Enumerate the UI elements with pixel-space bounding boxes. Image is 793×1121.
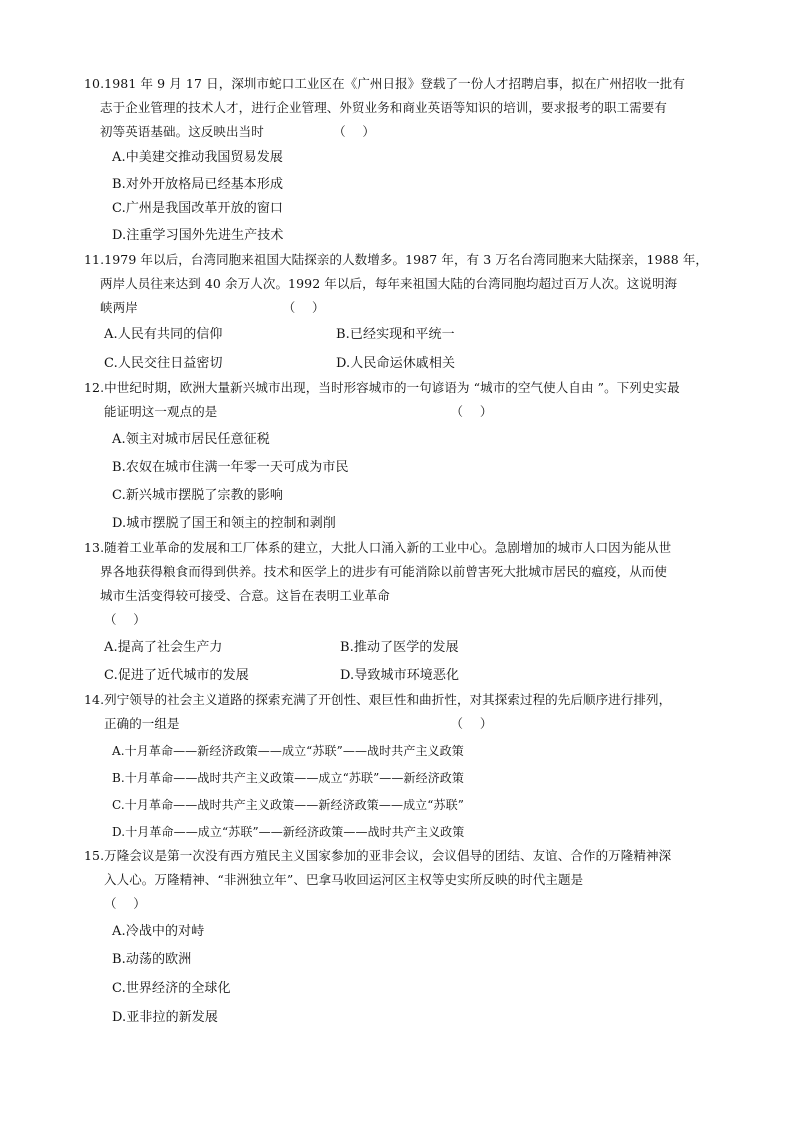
- question-text-line: 峡两岸 （ ）: [100, 300, 325, 315]
- question-text-line: 11.1979 年以后，台湾同胞来祖国大陆探亲的人数增多。1987 年，有 3 万名台湾同胞来大陆探亲，1988 年，: [84, 252, 709, 267]
- answer-option-c: C.新兴城市摆脱了宗教的影响: [112, 488, 284, 503]
- question-text-line: 13.随着工业革命的发展和工厂体系的建立，大批人口涌入新的工业中心。急剧增加的城市人口因为能从世: [84, 540, 672, 555]
- question-text-line: 初等英语基础。这反映出当时 （ ）: [100, 124, 376, 139]
- answer-option-a: A.十月革命——新经济政策——成立“苏联”——战时共产主义政策: [112, 744, 464, 758]
- question-text-line: 两岸人员往来达到 40 余万人次。1992 年以后，每年来祖国大陆的台湾同胞均超过百万人次。这说明海: [100, 276, 678, 291]
- question-text-line: 15.万隆会议是第一次没有西方殖民主义国家参加的亚非会议，会议倡导的团结、友谊、合作的万隆精神深: [84, 848, 672, 863]
- answer-option-a: A.中美建交推动我国贸易发展: [112, 150, 283, 165]
- answer-option-b: B.对外开放格局已经基本形成: [112, 177, 284, 192]
- question-text-line: 正确的一组是 （ ）: [104, 716, 493, 731]
- question-text-line: 入人心。万隆精神、“非洲独立年”、巴拿马收回运河区主权等史实所反映的时代主题是: [104, 872, 584, 887]
- answer-option-c: C.十月革命——战时共产主义政策——新经济政策——成立“苏联”: [112, 798, 464, 812]
- question-text-line: 10.1981 年 9 月 17 日，深圳市蛇口工业区在《广州日报》登载了一份人才招聘启事，拟在广州招收一批有: [84, 76, 685, 91]
- answer-option-d: D.导致城市环境恶化: [340, 668, 460, 683]
- answer-option-b: B.农奴在城市住满一年零一天可成为市民: [112, 460, 349, 475]
- question-text-line: 12.中世纪时期，欧洲大量新兴城市出现，当时形容城市的一句谚语为 “城市的空气使人自由 ”。下列史实最: [84, 380, 680, 395]
- answer-option-b: B.推动了医学的发展: [340, 640, 459, 655]
- question-text-line: （ ）: [104, 896, 146, 911]
- question-text-line: 界各地获得粮食而得到供养。技术和医学上的进步有可能消除以前曾害死大批城市居民的瘟疫，从而使: [100, 564, 668, 579]
- answer-option-b: B.已经实现和平统一: [336, 327, 455, 342]
- answer-option-c: C.促进了近代城市的发展: [104, 668, 249, 683]
- answer-option-d: D.亚非拉的新发展: [112, 1010, 218, 1025]
- answer-option-d: D.十月革命——成立“苏联”——新经济政策——战时共产主义政策: [112, 825, 465, 839]
- answer-option-d: D.人民命运休戚相关: [336, 356, 456, 371]
- question-text-line: 14.列宁领导的社会主义道路的探索充满了开创性、艰巨性和曲折性，对其探索过程的先后顺序进行排列，: [84, 692, 672, 707]
- answer-option-b: B.十月革命——战时共产主义政策——成立“苏联”——新经济政策: [112, 771, 465, 785]
- answer-option-a: A.冷战中的对峙: [112, 924, 205, 939]
- answer-option-d: D.注重学习国外先进生产技术: [112, 228, 284, 243]
- question-text-line: 志于企业管理的技术人才，进行企业管理、外贸业务和商业英语等知识的培训，要求报考的职工需要有: [100, 100, 668, 115]
- answer-option-a: A.提高了社会生产力: [104, 640, 223, 655]
- answer-option-a: A.领主对城市居民任意征税: [112, 432, 270, 447]
- answer-option-c: C.人民交往日益密切: [104, 356, 223, 371]
- question-text-line: （ ）: [104, 612, 146, 627]
- answer-option-c: C.广州是我国改革开放的窗口: [112, 201, 284, 216]
- answer-option-d: D.城市摆脱了国王和领主的控制和剥削: [112, 516, 336, 531]
- answer-option-c: C.世界经济的全球化: [112, 981, 231, 996]
- question-text-line: 城市生活变得较可接受、合意。这旨在表明工业革命: [100, 588, 390, 603]
- answer-option-a: A.人民有共同的信仰: [104, 327, 223, 342]
- answer-option-b: B.动荡的欧洲: [112, 952, 192, 967]
- question-text-line: 能证明这一观点的是 （ ）: [104, 404, 493, 419]
